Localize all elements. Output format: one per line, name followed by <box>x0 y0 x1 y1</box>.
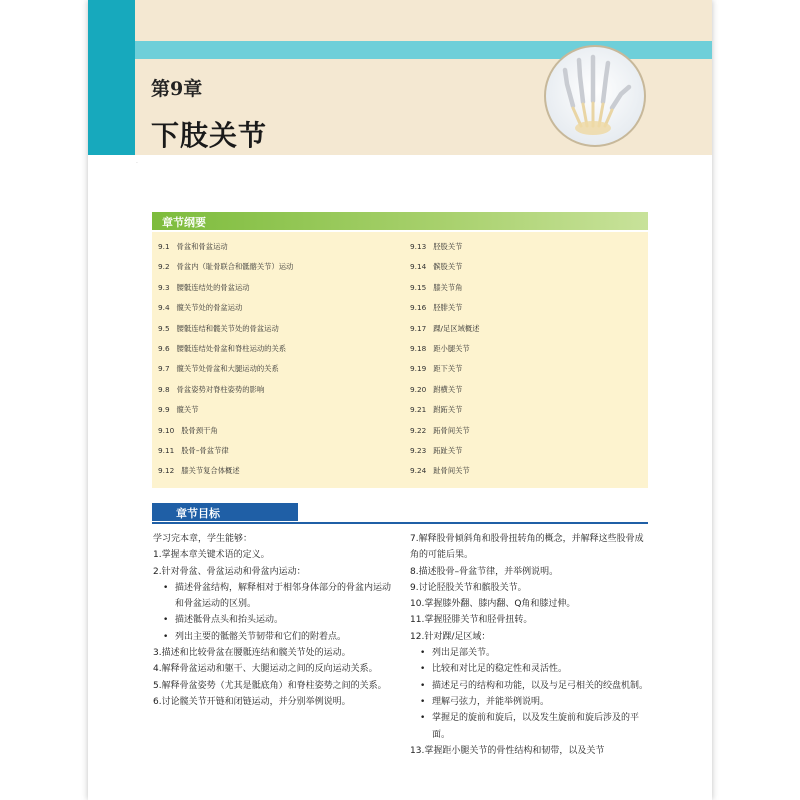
outline-item-number: 9.8 <box>158 384 170 394</box>
objective-bullet: • 理解弓弦力，并能举例说明。 <box>420 694 648 710</box>
outline-item <box>158 344 286 354</box>
outline-item-number: 9.15 <box>410 282 427 292</box>
objectives-heading: 章节目标 <box>176 507 220 520</box>
objective-item: 6.讨论髋关节开链和闭链运动，并分别举例说明。 <box>153 696 351 707</box>
outline-item-text: 腰骶连结和髋关节处的骨盆运动 <box>176 323 279 333</box>
outline-item-number: 9.12 <box>158 466 175 476</box>
objective-bullet: • 列出足部关节。 <box>420 645 648 661</box>
outline-item-number: 9.3 <box>158 282 170 292</box>
outline-item-number: 9.6 <box>158 344 170 353</box>
outline-item-number: 9.10 <box>158 425 175 435</box>
objective-item: 13.掌握距小腿关节的骨性结构和韧带，以及关节 <box>410 745 605 756</box>
outline-item <box>158 283 250 293</box>
objective-item: 12.针对踝/足区域： <box>410 631 491 642</box>
outline-item-text: 髋关节 <box>176 405 199 415</box>
outline-item <box>410 426 470 436</box>
outline-item-text: 趾骨间关节 <box>433 466 470 476</box>
objective-item: 5.解释骨盆姿势（尤其是骶底角）和脊柱姿势之间的关系。 <box>153 680 387 691</box>
objectives-rule <box>152 522 648 524</box>
outline-item <box>410 324 480 334</box>
outline-item-text: 髋关节处骨盆和大腿运动的关系 <box>176 364 279 374</box>
outline-item <box>158 385 264 395</box>
objective-bullet: • 描述骨盆结构，解释相对于相邻身体部分的骨盆内运动和骨盆运动的区别。 <box>163 580 391 613</box>
chapter-title: 下肢关节 <box>151 119 268 152</box>
outline-item <box>410 283 462 293</box>
outline-item-number: 9.24 <box>410 466 427 476</box>
outline-item <box>410 364 462 374</box>
outline-item-number: 9.23 <box>410 446 427 455</box>
objective-item: 8.描述股骨–骨盆节律，并举例说明。 <box>410 566 559 577</box>
objective-item: 3.描述和比较骨盆在腰骶连结和髋关节处的运动。 <box>153 648 351 659</box>
outline-item-text: 骨盆姿势对脊柱姿势的影响 <box>176 384 265 394</box>
objective-bullet: • 描述足弓的结构和功能，以及与足弓相关的绞盘机制。 <box>420 678 648 694</box>
outline-item <box>158 303 242 313</box>
outline-item <box>410 303 462 313</box>
outline-item <box>158 242 228 252</box>
outline-item-number: 9.2 <box>158 262 170 272</box>
objective-item: 7.解释股骨倾斜角和股骨扭转角的概念，并解释这些股骨成角的可能后果。 <box>410 534 644 561</box>
outline-item-number: 9.9 <box>158 405 170 415</box>
outline-item-text: 胫股关节 <box>433 242 463 251</box>
objective-item: 10.掌握膝外翻、膝内翻、Q角和膝过伸。 <box>410 599 576 610</box>
outline-item-text: 骨盆和骨盆运动 <box>176 242 228 251</box>
outline-item <box>158 426 218 436</box>
chapter-number: 第9章 <box>151 78 203 100</box>
objective-item: 9.讨论胫股关节和髌股关节。 <box>410 582 527 593</box>
outline-item <box>158 262 293 272</box>
outline-item-number: 9.17 <box>410 323 427 333</box>
outline-item-text: 跗横关节 <box>433 384 463 394</box>
outline-item-text: 骨盆内（耻骨联合和骶髂关节）运动 <box>176 262 294 272</box>
objective-item: 4.解释骨盆运动和躯干、大腿运动之间的反向运动关系。 <box>153 664 378 675</box>
outline-item-text: 跖趾关节 <box>433 446 463 455</box>
book-page <box>88 0 712 800</box>
outline-item-text: 腰骶连结处骨盆和脊柱运动的关系 <box>176 344 287 353</box>
outline-item <box>410 466 470 476</box>
outline-item <box>158 446 229 456</box>
objective-sublist <box>153 580 391 645</box>
outline-item-number: 9.14 <box>410 262 427 272</box>
outline-item <box>410 385 462 395</box>
outline-item-number: 9.20 <box>410 384 427 394</box>
objectives-intro: 学习完本章，学生能够： <box>153 534 253 544</box>
outline-item-text: 膝关节复合体概述 <box>181 466 240 476</box>
outline-item-number: 9.11 <box>158 446 175 455</box>
outline-item-number: 9.22 <box>410 425 427 435</box>
outline-item-text: 胫腓关节 <box>433 303 463 313</box>
objective-item: 1.掌握本章关键术语的定义。 <box>153 550 270 561</box>
outline-item <box>410 405 462 415</box>
outline-item-text: 踝/足区域概述 <box>433 323 480 333</box>
objectives-left-column <box>153 531 391 710</box>
outline-item-text: 距下关节 <box>433 364 463 374</box>
outline-item-number: 9.7 <box>158 364 170 374</box>
outline-item-text: 腰骶连结处的骨盆运动 <box>176 282 250 292</box>
objective-bullet: • 比较和对比足的稳定性和灵活性。 <box>420 661 648 677</box>
outline-item-number: 9.4 <box>158 303 170 313</box>
outline-item-number: 9.19 <box>410 364 427 374</box>
objective-item: 2.针对骨盆、骨盆运动和骨盆内运动： <box>153 566 306 577</box>
outline-item-text: 跗跖关节 <box>433 405 463 415</box>
objective-bullet: • 描述骶骨点头和抬头运动。 <box>163 612 391 628</box>
objective-sublist <box>410 645 648 743</box>
hand-skeleton-icon <box>543 44 647 148</box>
page-mark: · <box>136 160 138 167</box>
outline-item-text: 髋关节处的骨盆运动 <box>176 303 243 313</box>
outline-item-text: 髌股关节 <box>433 262 463 272</box>
outline-item <box>410 262 462 272</box>
outline-item-text: 股骨–骨盆节律 <box>181 446 229 455</box>
outline-item <box>410 446 462 456</box>
outline-item <box>410 344 470 354</box>
outline-item <box>410 242 462 252</box>
outline-heading: 章节纲要 <box>162 216 206 229</box>
objective-bullet: • 掌握足的旋前和旋后，以及发生旋前和旋后涉及的平面。 <box>420 710 648 743</box>
outline-header <box>152 212 648 230</box>
objective-item: 11.掌握胫腓关节和胫骨扭转。 <box>410 615 533 626</box>
outline-item <box>158 405 199 415</box>
outline-item-text: 股骨颈干角 <box>181 425 218 435</box>
outline-item-number: 9.1 <box>158 242 170 251</box>
outline-item-number: 9.13 <box>410 242 427 251</box>
outline-item-number: 9.16 <box>410 303 427 313</box>
objectives-right-column <box>410 531 648 759</box>
outline-item-text: 膝关节角 <box>433 282 463 292</box>
teal-side-band <box>88 0 135 155</box>
outline-item-number: 9.5 <box>158 323 170 333</box>
objective-bullet: • 列出主要的骶髂关节韧带和它们的附着点。 <box>163 629 391 645</box>
objectives-header <box>152 503 298 521</box>
outline-item <box>158 324 279 334</box>
outline-item-number: 9.21 <box>410 405 427 415</box>
outline-item <box>158 364 279 374</box>
outline-item-text: 跖骨间关节 <box>433 425 470 435</box>
outline-item-number: 9.18 <box>410 344 427 353</box>
outline-item-text: 距小腿关节 <box>433 344 470 353</box>
outline-item <box>158 466 240 476</box>
